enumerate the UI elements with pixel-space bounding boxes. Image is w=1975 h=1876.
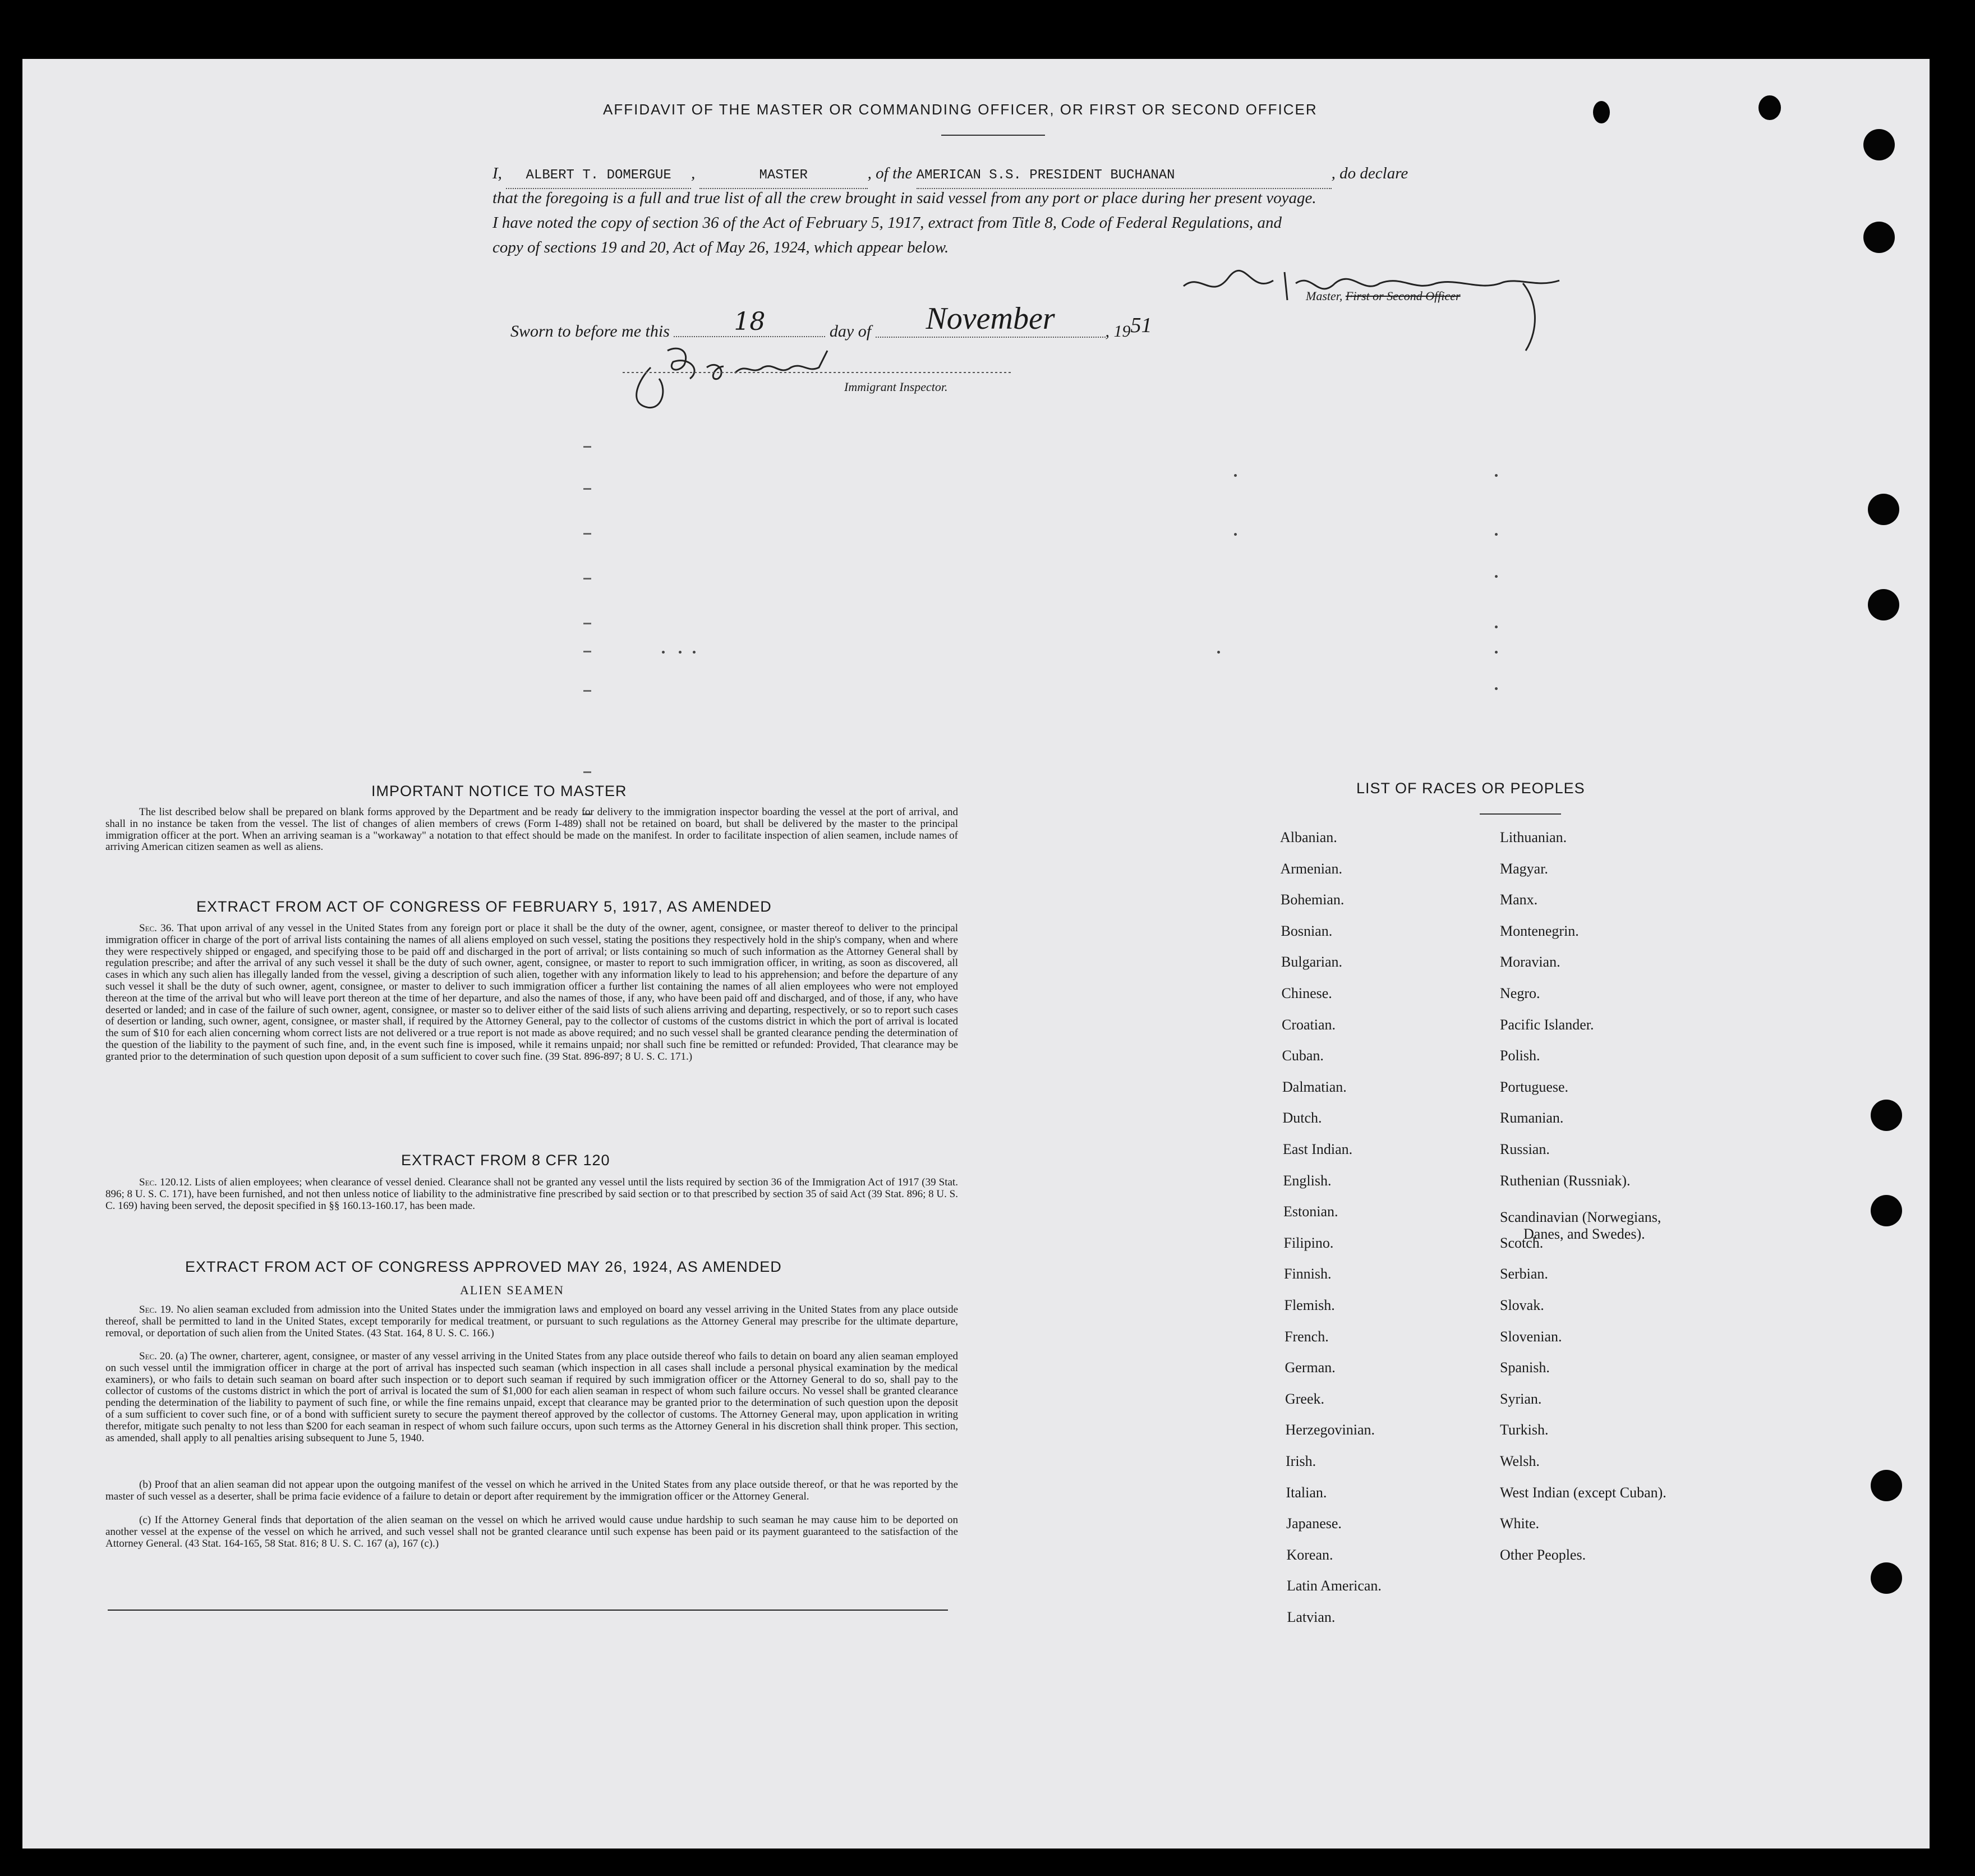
bleed-mark <box>583 488 591 490</box>
race-item: West Indian (except Cuban). <box>1500 1484 1666 1501</box>
vessel-name: AMERICAN S.S. PRESIDENT BUCHANAN <box>917 163 1332 189</box>
sworn-day: 18 <box>674 307 825 337</box>
race-item: Cuban. <box>1282 1047 1324 1064</box>
document-page <box>22 59 1930 1849</box>
punch-hole <box>1868 494 1899 525</box>
race-item: Korean. <box>1286 1546 1333 1563</box>
sworn-month: November <box>876 301 1106 338</box>
race-item: Polish. <box>1500 1047 1540 1064</box>
bleed-mark <box>1234 533 1237 536</box>
race-item: Magyar. <box>1500 860 1548 877</box>
bottom-rule <box>108 1610 948 1611</box>
inspector-label: Immigrant Inspector. <box>844 380 948 394</box>
notice-title: IMPORTANT NOTICE TO MASTER <box>371 783 627 799</box>
race-item: Slovenian. <box>1500 1328 1562 1345</box>
bleed-mark <box>583 771 591 773</box>
race-item: Bulgarian. <box>1281 954 1343 971</box>
punch-hole <box>1871 1562 1902 1594</box>
bleed-mark <box>1217 651 1220 654</box>
master-signature <box>1178 261 1571 311</box>
race-item: Armenian. <box>1280 860 1342 877</box>
bleed-mark <box>1495 575 1498 578</box>
title-rule <box>941 135 1045 136</box>
races-title-rule <box>1480 813 1561 815</box>
race-item: Scotch. <box>1500 1234 1544 1251</box>
extract-1924-sec20: Sec. 20. (a) The owner, charterer, agent, consignee, or master of any vessel arriving in the United States from any place outside thereof who fails to detain on board any alien seaman employed on such vessel until the immigration officer in charge at the port of arrival has inspected such seaman (which inspection in all cases shall include a personal physical examination by the medical examiners), or who fails to detain such seaman on board after such inspection or to deport such seaman if required by such immigration officer or the Attorney General to do so, shall pay to the collector of customs of the customs district in which the port of arrival is located the sum of $1,000 for each alien seaman in respect of whom such failure occurs. No vessel shall be granted clearance pending the determination of the liability to payment of such fine, or while the fine remains unpaid, except that clearance may be granted prior to the determination of such question upon the deposit of a sum sufficient to cover such fine, or of a bond with sufficient surety to secure the payment thereof approved by the collector of customs. The Attorney General may, upon application in writing therefor, mitigate such penalty to not less than $200 for each seaman in respect of whom such failure occurs, upon such terms as the Attorney General in his discretion shall think proper. This section, as amended, shall apply to all penalties arising subsequent to June 5, 1940. <box>105 1350 958 1444</box>
inspector-signature-line <box>623 372 1012 373</box>
races-title: LIST OF RACES OR PEOPLES <box>1356 780 1585 797</box>
bleed-mark <box>583 623 591 624</box>
race-item: Lithuanian. <box>1500 829 1567 845</box>
bleed-mark <box>679 651 682 654</box>
master-label-line: Master, First or Second Officer <box>1306 289 1461 303</box>
race-item: Slovak. <box>1500 1297 1544 1313</box>
race-item: Irish. <box>1286 1453 1316 1469</box>
race-item: Montenegrin. <box>1500 922 1579 939</box>
race-item: Turkish. <box>1500 1422 1549 1438</box>
punch-hole <box>1863 129 1895 160</box>
extract-1924-subtitle: ALIEN SEAMEN <box>460 1283 564 1297</box>
extract-cfr-text: Sec. 120.12. Lists of alien employees; when clearance of vessel denied. Clearance shall not be granted any vessel until the lists required by section 36 of the Immigration Act of 1917 (39 Stat. 896; 8 U. S. C. 171), have been furnished, and not then unless notice of liability to the administrative fine prescribed by said section or to that prescribed by section 35 of said Act (39 Stat. 896; 8 U. S. C. 169) having been served, the deposit specified in §§ 160.13-160.17, has been made. <box>105 1176 958 1212</box>
sworn-line: Sworn to before me this 18 day of November , 1951 <box>510 301 1152 341</box>
punch-hole <box>1758 95 1781 120</box>
bleed-mark <box>583 446 591 448</box>
race-item: Spanish. <box>1500 1359 1550 1376</box>
notice-text: The list described below shall be prepared on blank forms approved by the Department and be ready for delivery to the immigration inspector boarding the vessel at the port of arrival, and shall in no instance be taken from the vessel. The list of changes of alien members of crews (Form I-489) shall not be retained on board, but shall be delivered by the master to the principal immigration officer at the port. When an arriving seaman is a "workaway" a notation to that effect should be made on the manifest. In order to facilitate inspection of alien seamen, include names of arriving American citizen seamen as well as aliens. <box>105 806 958 853</box>
race-item: Chinese. <box>1281 985 1332 1001</box>
bleed-mark <box>662 651 665 654</box>
race-item: Latin American. <box>1287 1578 1382 1594</box>
race-item: Greek. <box>1285 1390 1325 1407</box>
race-item: Italian. <box>1286 1484 1327 1501</box>
extract-1917-text: Sec. 36. That upon arrival of any vessel in the United States from any foreign port or place it shall be the duty of the owner, agent, consignee, or master thereof to deliver to the principal immigration officer in charge of the port of arrival lists containing the names of all aliens employed on such vessel, stating the positions they respectively hold in the ship's company, when and where they were respectively shipped or engaged, and specifying those to be paid off and discharged in the port of arrival; or lists containing so much of such information as the Attorney General shall by regulation prescribe; and after the arrival of any such vessel it shall be the duty of such owner, agent, consignee, or master to report to such immigration officer, in writing, as soon as discovered, all cases in which any such alien has illegally landed from the vessel, giving a description of such alien, together with any information likely to lead to his apprehension; and before the departure of any such vessel it shall be the duty of such owner, agent, consignee, or master to deliver to such immigration officer a further list containing the names of all alien employees who were not employed thereon at the time of the arrival but who will leave port thereon at the time of her departure, and also the names of those, if any, who have been paid off and discharged, and of those, if any, who have deserted or landed; and in case of the failure of such owner, agent, consignee, or master so to deliver either of the said lists of such aliens arriving and departing, respectively, or so to report such cases of desertion or landing, such owner, agent, consignee, or master shall, if required by the Attorney General, pay to the collector of customs of the customs district in which the port of arrival is located the sum of $10 for each alien concerning whom correct lists are not delivered or a true report is not made as above required; and no such vessel shall be granted clearance pending the determination of the question of the liability to the payment of such fine, and, in the event such fine is imposed, while it remains unpaid; nor shall such fine be remitted or refunded: Provided, That clearance may be granted prior to the determination of such question upon deposit of a sum sufficient to cover such fine. (39 Stat. 896-897; 8 U. S. C. 171.) <box>105 922 958 1063</box>
race-item: Pacific Islander. <box>1500 1016 1594 1033</box>
extract-1924-sec19: Sec. 19. No alien seaman excluded from admission into the United States under the immigration laws and employed on board any vessel arriving in the United States from any place outside thereof, shall be permitted to land in the United States, except temporarily for medical treatment, or pursuant to such regulations as the Attorney General may prescribe for the ultimate departure, removal, or deportation of such alien from the United States. (43 Stat. 164, 8 U. S. C. 166.) <box>105 1304 958 1339</box>
race-item: Moravian. <box>1500 954 1560 971</box>
declaration-line-4: copy of sections 19 and 20, Act of May 26, 1924, which appear below. <box>492 238 949 256</box>
bleed-mark <box>1495 474 1498 477</box>
punch-hole <box>1871 1470 1902 1501</box>
race-item: Dalmatian. <box>1282 1078 1347 1095</box>
race-item: East Indian. <box>1283 1141 1353 1157</box>
race-item: French. <box>1285 1328 1329 1345</box>
punch-hole <box>1593 101 1610 123</box>
race-item: Scandinavian (Norwegians, <box>1500 1209 1661 1226</box>
race-item: Herzegovinian. <box>1285 1422 1375 1438</box>
race-item: Syrian. <box>1500 1390 1542 1407</box>
bleed-mark <box>693 651 696 654</box>
bleed-mark <box>1495 651 1498 654</box>
bracket-mark <box>1514 278 1548 356</box>
declaration-line-2: that the foregoing is a full and true list of all the crew brought in said vessel from any port or place during her present voyage. <box>492 189 1316 207</box>
race-item: Rumanian. <box>1500 1110 1564 1126</box>
extract-1917-title: EXTRACT FROM ACT OF CONGRESS OF FEBRUARY 5, 1917, AS AMENDED <box>196 898 772 915</box>
race-item: Serbian. <box>1500 1266 1548 1282</box>
master-name: ALBERT T. DOMERGUE <box>506 163 691 189</box>
race-item: Japanese. <box>1286 1515 1342 1532</box>
race-item: White. <box>1500 1515 1540 1532</box>
race-item: Welsh. <box>1500 1453 1540 1469</box>
bleed-mark <box>583 578 591 580</box>
race-item: Bohemian. <box>1281 891 1345 908</box>
race-item: German. <box>1285 1359 1336 1376</box>
master-rank: MASTER <box>699 163 868 189</box>
race-item: Albanian. <box>1280 829 1337 845</box>
race-item: Ruthenian (Russniak). <box>1500 1172 1631 1189</box>
race-item: Russian. <box>1500 1141 1550 1157</box>
race-item: Estonian. <box>1283 1203 1338 1220</box>
race-item: Flemish. <box>1284 1297 1335 1313</box>
bleed-mark <box>1495 687 1498 690</box>
bleed-mark <box>583 690 591 692</box>
inspector-signature <box>606 328 897 418</box>
race-item: Latvian. <box>1287 1609 1336 1625</box>
punch-hole <box>1863 222 1895 253</box>
punch-hole <box>1871 1195 1902 1226</box>
sworn-year: 51 <box>1130 314 1152 337</box>
declaration-line-1: I, ALBERT T. DOMERGUE , MASTER , of the AMERICAN S.S. PRESIDENT BUCHANAN , do declare <box>492 161 1550 189</box>
race-item: Finnish. <box>1284 1266 1332 1282</box>
race-item: Croatian. <box>1282 1016 1336 1033</box>
affidavit-title: AFFIDAVIT OF THE MASTER OR COMMANDING OFFICER, OR FIRST OR SECOND OFFICER <box>603 101 1318 118</box>
extract-1924-sec20-c: (c) If the Attorney General finds that deportation of the alien seaman on the vessel on which he arrived would cause undue hardship to such seaman he may cause him to be deported on another vessel at the expense of the vessel on which he arrived, and such vessel shall not be granted clearance until such expense has been paid or its payment guaranteed to the satisfaction of the Attorney General. (43 Stat. 164-165, 58 Stat. 816; 8 U. S. C. 167 (a), 167 (c).) <box>105 1514 958 1549</box>
extract-1924-title: EXTRACT FROM ACT OF CONGRESS APPROVED MAY 26, 1924, AS AMENDED <box>185 1258 782 1275</box>
bleed-mark <box>1495 626 1498 628</box>
race-item: Other Peoples. <box>1500 1546 1586 1563</box>
race-item: Negro. <box>1500 985 1540 1001</box>
race-item: Manx. <box>1500 891 1538 908</box>
extract-cfr-title: EXTRACT FROM 8 CFR 120 <box>401 1152 610 1169</box>
race-item: English. <box>1283 1172 1332 1189</box>
punch-hole <box>1868 589 1899 620</box>
race-item: Filipino. <box>1283 1234 1334 1251</box>
bleed-mark <box>1234 474 1237 477</box>
bleed-mark <box>583 651 591 652</box>
declaration-line-3: I have noted the copy of section 36 of the Act of February 5, 1917, extract from Title 8, Code of Federal Regulations, and <box>492 214 1282 232</box>
bleed-mark <box>1495 533 1498 536</box>
race-item: Danes, and Swedes). <box>1523 1226 1645 1243</box>
race-item: Dutch. <box>1282 1110 1322 1126</box>
race-item: Portuguese. <box>1500 1078 1569 1095</box>
extract-1924-sec20-b: (b) Proof that an alien seaman did not appear upon the outgoing manifest of the vessel on which he arrived in the United States from any place outside thereof, or that he was reported by the master of such vessel as a deserter, shall be prima facie evidence of a failure to detain or deport after requirement by the immigration officer or the Attorney General. <box>105 1479 958 1502</box>
race-item: Bosnian. <box>1281 922 1333 939</box>
bleed-mark <box>583 533 591 535</box>
punch-hole <box>1871 1100 1902 1131</box>
